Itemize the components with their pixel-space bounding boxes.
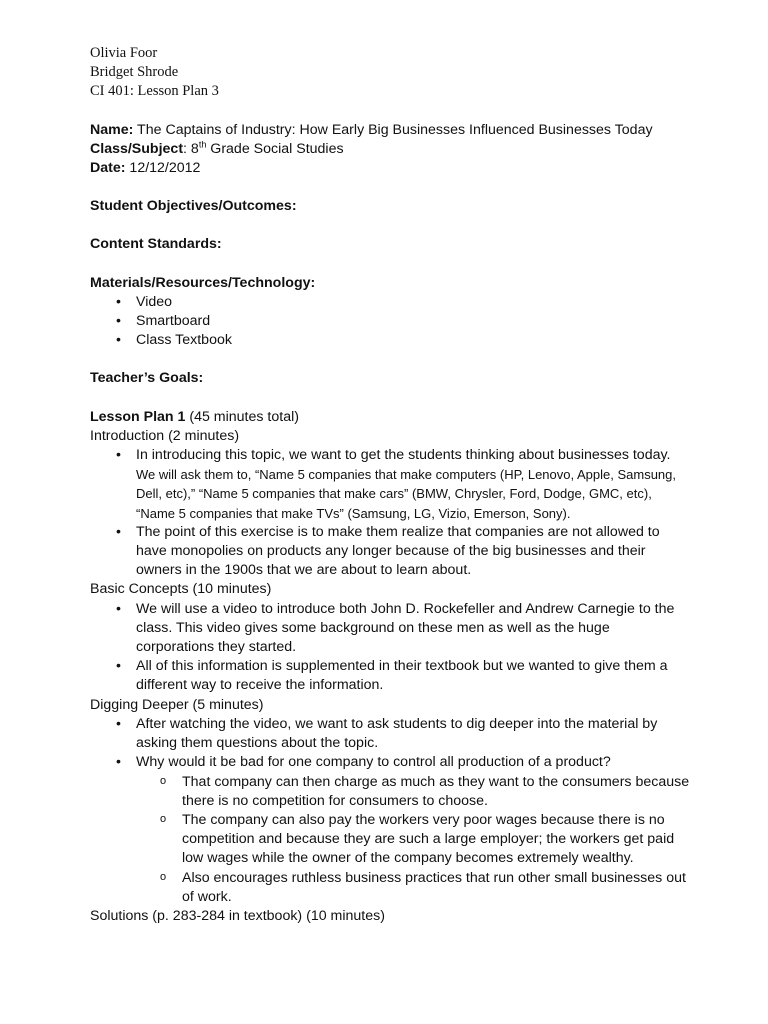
- name-line: [90, 121, 690, 140]
- class-line: [90, 140, 690, 159]
- class-value-post: Grade Social Studies: [206, 140, 344, 157]
- materials-list: [90, 293, 690, 351]
- class-value-sup: th: [198, 139, 207, 150]
- author-name-2: Bridget Shrode: [90, 64, 179, 81]
- sub-list-item: o The company can also pay the workers very poor wages because there is no competition and because they are such a large employer; the workers get paid low wages while the owner of the company becomes extremely wealthy.: [136, 811, 690, 869]
- digging-bullet-2-text: • Why would it be bad for one company to control all production of a product?: [136, 754, 611, 771]
- class-label: Class/Subject: [90, 140, 184, 157]
- intro-bullet-1-line1: • In introducing this topic, we want to get the students thinking about businesses today.: [136, 447, 671, 464]
- introduction-heading: Introduction (2 minutes): [90, 427, 240, 444]
- name-label: Name:: [90, 121, 134, 138]
- objectives-heading: Student Objectives/Outcomes:: [90, 198, 297, 215]
- lesson-title: Lesson Plan 1 (45 minutes total): [90, 408, 299, 425]
- standards-heading: Content Standards:: [90, 236, 222, 253]
- list-item: • After watching the video, we want to ask students to dig deeper into the material by asking them questions about the topic.: [90, 715, 690, 753]
- sub-list-item: o Also encourages ruthless business practices that run other small businesses out of work.: [136, 869, 690, 907]
- date-value: 12/12/2012: [125, 160, 201, 177]
- basic-concepts-list: [90, 600, 690, 696]
- list-item: • Smartboard: [90, 312, 690, 331]
- sub-list-item: o That company can then charge as much as they want to the consumers because there is no competition for consumers to choose.: [136, 773, 690, 811]
- basic-concepts-heading: Basic Concepts (10 minutes): [90, 581, 272, 598]
- author-name-1: Olivia Foor: [90, 45, 158, 61]
- solutions-heading: Solutions (p. 283-284 in textbook) (10 minutes): [90, 907, 385, 924]
- date-line: [90, 159, 690, 178]
- date-label: Date:: [90, 160, 126, 177]
- list-item: • The point of this exercise is to make them realize that companies are not allowed to have monopolies on products any longer because of the big businesses and their owners in the 1900s that we are about to learn about.: [90, 523, 690, 581]
- list-item: • Class Textbook: [90, 331, 690, 350]
- list-item: [90, 753, 690, 907]
- intro-bullet-1-line2: We will ask them to, “Name 5 companies that make computers (HP, Lenovo, Apple, Samsung, Dell, etc),” “Name 5 companies that make cars” (BMW, Chrysler, Ford, Dodge, GMC, etc), “Name 5 companies that make TVs” (Samsung, LG, Vizio, Emerson, Sony).: [136, 467, 676, 521]
- digging-sub-list: [136, 773, 690, 907]
- name-value: The Captains of Industry: How Early Big Businesses Influenced Businesses Today: [133, 121, 653, 138]
- class-value-pre: : 8: [183, 140, 199, 157]
- goals-heading: Teacher’s Goals:: [90, 370, 204, 387]
- introduction-list: [90, 446, 690, 580]
- list-item: • Video: [90, 293, 690, 312]
- list-item: • We will use a video to introduce both John D. Rockefeller and Andrew Carnegie to the class. This video gives some background on these men as well as the huge corporations they started.: [90, 600, 690, 658]
- lesson-plan-document: [90, 44, 690, 926]
- digging-deeper-list: [90, 715, 690, 907]
- list-item: • All of this information is supplemented in their textbook but we wanted to give them a different way to receive the information.: [90, 657, 690, 695]
- course-title: CI 401: Lesson Plan 3: [90, 83, 219, 100]
- list-item: [90, 446, 690, 523]
- materials-heading: Materials/Resources/Technology:: [90, 274, 316, 291]
- digging-deeper-heading: Digging Deeper (5 minutes): [90, 696, 264, 713]
